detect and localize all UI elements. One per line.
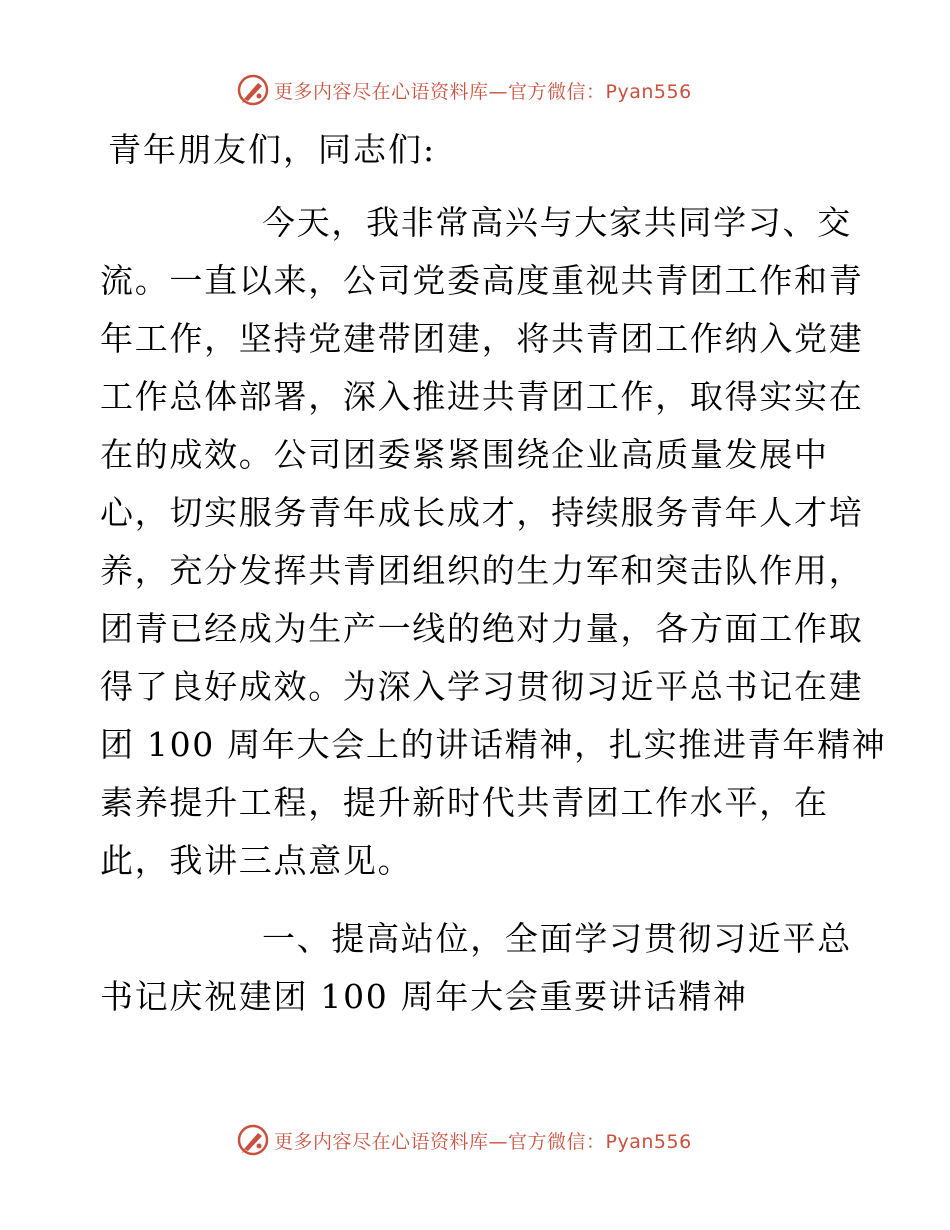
paragraph-line: 年工作，坚持党建带团建，将共青团工作纳入党建: [100, 319, 864, 358]
intro-paragraph: [100, 194, 887, 890]
paragraph-line: 得了良好成效。为深入学习贯彻习近平总书记在建: [100, 667, 864, 706]
section-heading: [100, 910, 850, 1026]
paragraph-line: 养，充分发挥共青团组织的生力军和突击队作用，: [100, 551, 864, 590]
paragraph-line: 此，我讲三点意见。: [100, 841, 413, 880]
greeting: 青年朋友们，同志们:: [108, 130, 437, 169]
paragraph-line: 团青已经成为生产一线的绝对力量，各方面工作取: [100, 609, 864, 648]
paragraph-line: 心，切实服务青年成长成才，持续服务青年人才培: [100, 493, 864, 532]
paragraph-line: 素养提升工程，提升新时代共青团工作水平，在: [100, 783, 829, 822]
banner-text: 更多内容尽在心语资料库—官方微信：Pyan556: [274, 80, 692, 103]
heading-line: 书记庆祝建团 100 周年大会重要讲话精神: [100, 977, 748, 1016]
heading-line: 一、提高站位，全面学习贯彻习近平总: [262, 919, 852, 958]
paragraph-line: 今天，我非常高兴与大家共同学习、交: [262, 203, 852, 242]
pen-logo-icon: [236, 1123, 270, 1157]
paragraph-line: 工作总体部署，深入推进共青团工作，取得实实在: [100, 377, 864, 416]
paragraph-line: 在的成效。公司团委紧紧围绕企业高质量发展中: [100, 435, 829, 474]
footer-banner: [236, 1122, 692, 1158]
paragraph-line: 团 100 周年大会上的讲话精神，扎实推进青年精神: [100, 725, 887, 764]
paragraph-line: 流。一直以来，公司党委高度重视共青团工作和青: [100, 261, 864, 300]
header-banner: [236, 72, 692, 108]
pen-logo-icon: [236, 73, 270, 107]
banner-text: 更多内容尽在心语资料库—官方微信：Pyan556: [274, 1130, 692, 1153]
